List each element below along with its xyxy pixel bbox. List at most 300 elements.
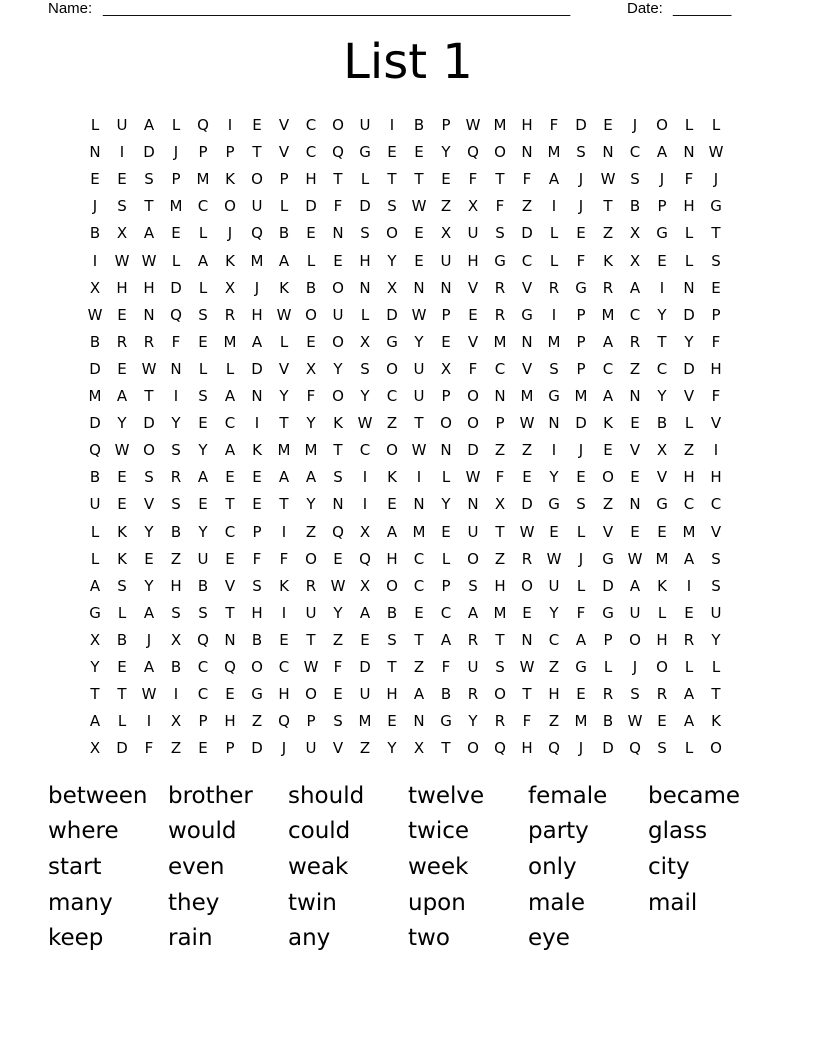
grid-letter: E xyxy=(387,143,397,162)
grid-letter: Z xyxy=(359,739,371,758)
grid-letter: M xyxy=(412,522,426,541)
word-list-item: weak xyxy=(288,854,349,880)
grid-letter: Y xyxy=(387,739,397,758)
grid-letter: E xyxy=(117,305,127,324)
grid-letter: N xyxy=(143,305,155,324)
grid-letter: A xyxy=(197,251,209,270)
grid-letter: T xyxy=(603,197,613,216)
grid-letter: A xyxy=(89,576,101,595)
grid-letter: U xyxy=(197,549,209,568)
grid-letter: A xyxy=(305,468,317,487)
grid-letter: V xyxy=(278,116,290,134)
grid-letter: E xyxy=(549,522,559,541)
grid-letter: O xyxy=(143,441,155,460)
grid-letter: E xyxy=(252,116,262,134)
grid-letter: K xyxy=(657,576,667,595)
grid-letter: E xyxy=(90,170,100,189)
grid-letter: V xyxy=(521,278,533,297)
grid-letter: H xyxy=(710,468,722,487)
grid-letter: Y xyxy=(360,387,370,405)
grid-letter: R xyxy=(494,305,506,324)
grid-letter: G xyxy=(494,251,506,270)
grid-letter: J xyxy=(578,739,584,758)
grid-letter: C xyxy=(413,549,425,568)
word-list-item: twice xyxy=(408,818,470,844)
grid-letter: E xyxy=(198,495,208,514)
grid-letter: A xyxy=(575,630,587,649)
grid-letter: O xyxy=(305,549,317,568)
grid-letter: L xyxy=(90,522,100,541)
grid-letter: A xyxy=(440,630,452,649)
grid-letter: W xyxy=(330,576,346,595)
grid-letter: O xyxy=(305,305,317,324)
grid-letter: T xyxy=(441,739,451,758)
grid-letter: N xyxy=(224,630,236,649)
grid-letter: Z xyxy=(305,522,317,541)
grid-letter: W xyxy=(114,441,130,460)
grid-letter: T xyxy=(144,387,154,405)
word-list-item: only xyxy=(528,854,577,880)
grid-letter: Y xyxy=(279,387,289,405)
grid-letter: X xyxy=(629,251,641,270)
grid-letter: E xyxy=(198,332,208,351)
grid-letter: Z xyxy=(629,359,641,378)
grid-letter: S xyxy=(630,170,640,189)
grid-letter: E xyxy=(522,468,532,487)
grid-letter: F xyxy=(468,170,478,189)
word-list-item: keep xyxy=(48,925,104,951)
grid-letter: K xyxy=(711,712,721,731)
grid-letter: T xyxy=(387,658,397,676)
grid-letter: Z xyxy=(494,441,506,460)
grid-letter: T xyxy=(711,224,721,243)
grid-letter: A xyxy=(278,468,290,487)
grid-letter: R xyxy=(224,305,236,324)
grid-letter: C xyxy=(683,495,695,514)
grid-letter: D xyxy=(143,414,155,433)
grid-letter: E xyxy=(603,116,613,134)
grid-letter: M xyxy=(493,603,507,622)
grid-letter: X xyxy=(629,224,641,243)
grid-letter: C xyxy=(197,197,209,216)
grid-letter: O xyxy=(224,197,236,216)
grid-letter: B xyxy=(413,116,425,134)
grid-letter: E xyxy=(225,549,235,568)
grid-letter: X xyxy=(494,495,506,514)
grid-letter: V xyxy=(656,468,668,487)
grid-letter: C xyxy=(494,359,506,378)
grid-letter: X xyxy=(440,359,452,378)
grid-letter: C xyxy=(278,658,290,676)
grid-letter: D xyxy=(89,414,101,433)
grid-letter: L xyxy=(360,170,370,189)
grid-letter: E xyxy=(684,603,694,622)
grid-letter: G xyxy=(521,305,533,324)
grid-letter: T xyxy=(414,414,424,433)
grid-letter: E xyxy=(117,359,127,378)
grid-letter: L xyxy=(198,278,208,297)
grid-letter: L xyxy=(441,468,451,487)
grid-letter: D xyxy=(521,224,533,243)
grid-letter: Q xyxy=(278,712,290,731)
grid-letter: S xyxy=(171,495,181,514)
grid-letter: L xyxy=(576,576,586,595)
grid-letter: B xyxy=(656,414,668,433)
grid-letter: I xyxy=(551,305,557,324)
grid-letter: U xyxy=(116,116,128,134)
grid-letter: C xyxy=(710,495,722,514)
grid-letter: S xyxy=(711,549,721,568)
grid-letter: W xyxy=(519,522,535,541)
grid-letter: D xyxy=(359,658,371,676)
grid-letter: J xyxy=(578,441,584,460)
grid-letter: B xyxy=(602,712,614,731)
grid-letter: L xyxy=(684,658,694,676)
grid-letter: L xyxy=(225,359,235,378)
grid-letter: O xyxy=(656,658,668,676)
grid-letter: O xyxy=(467,549,479,568)
grid-letter: U xyxy=(89,495,101,514)
grid-letter: P xyxy=(441,305,451,324)
grid-letter: Y xyxy=(198,522,208,541)
grid-letter: D xyxy=(116,739,128,758)
grid-letter: Y xyxy=(171,414,181,433)
grid-letter: W xyxy=(411,197,427,216)
grid-letter: X xyxy=(224,278,236,297)
grid-letter: E xyxy=(225,685,235,704)
grid-letter: S xyxy=(360,359,370,378)
grid-letter: H xyxy=(656,630,668,649)
grid-letter: H xyxy=(143,278,155,297)
grid-letter: S xyxy=(333,468,343,487)
grid-letter: L xyxy=(117,712,127,731)
grid-letter: J xyxy=(92,197,98,216)
grid-letter: D xyxy=(359,197,371,216)
grid-letter: P xyxy=(441,116,451,134)
grid-letter: C xyxy=(197,658,209,676)
grid-letter: A xyxy=(224,441,236,460)
grid-letter: C xyxy=(629,305,641,324)
grid-letter: B xyxy=(278,224,290,243)
grid-letter: K xyxy=(279,576,289,595)
grid-letter: B xyxy=(251,630,263,649)
grid-letter: R xyxy=(683,630,695,649)
grid-letter: W xyxy=(465,116,481,134)
page-title: List 1 xyxy=(343,34,473,90)
grid-letter: Z xyxy=(602,495,614,514)
grid-letter: E xyxy=(414,143,424,162)
grid-letter: Z xyxy=(548,658,560,676)
grid-letter: M xyxy=(223,332,237,351)
grid-letter: E xyxy=(441,170,451,189)
grid-letter: Y xyxy=(468,712,478,731)
name-blank: ________________________________________________________ xyxy=(103,0,571,17)
grid-letter: U xyxy=(332,305,344,324)
grid-letter: E xyxy=(711,278,721,297)
grid-letter: E xyxy=(198,739,208,758)
grid-letter: U xyxy=(548,576,560,595)
grid-letter: O xyxy=(305,685,317,704)
grid-letter: S xyxy=(360,224,370,243)
grid-letter: M xyxy=(493,332,507,351)
grid-letter: C xyxy=(305,116,317,134)
grid-letter: M xyxy=(547,332,561,351)
word-list-item: became xyxy=(648,783,741,809)
grid-letter: M xyxy=(682,522,696,541)
grid-letter: V xyxy=(224,576,236,595)
grid-letter: A xyxy=(629,278,641,297)
grid-letter: S xyxy=(549,359,559,378)
grid-letter: X xyxy=(170,630,182,649)
word-list-item: mail xyxy=(648,890,698,916)
grid-letter: W xyxy=(141,685,157,704)
grid-letter: K xyxy=(279,278,289,297)
grid-letter: Y xyxy=(306,495,316,514)
grid-letter: G xyxy=(602,549,614,568)
grid-letter: G xyxy=(710,197,722,216)
grid-letter: F xyxy=(576,603,586,622)
grid-letter: E xyxy=(657,522,667,541)
grid-letter: P xyxy=(198,143,208,162)
grid-letter: I xyxy=(686,576,692,595)
grid-letter: O xyxy=(386,224,398,243)
grid-letter: T xyxy=(117,685,127,704)
grid-letter: U xyxy=(305,739,317,758)
word-list-item: start xyxy=(48,854,102,880)
grid-letter: A xyxy=(413,685,425,704)
grid-letter: N xyxy=(413,278,425,297)
grid-letter: N xyxy=(170,359,182,378)
word-list-item: rain xyxy=(168,925,213,951)
grid-letter: N xyxy=(548,414,560,433)
grid-letter: H xyxy=(683,197,695,216)
grid-letter: B xyxy=(197,576,209,595)
grid-letter: S xyxy=(252,576,262,595)
grid-letter: U xyxy=(629,603,641,622)
grid-letter: W xyxy=(519,658,535,676)
grid-letter: H xyxy=(116,278,128,297)
grid-letter: S xyxy=(711,576,721,595)
grid-letter: A xyxy=(251,332,263,351)
word-search-grid xyxy=(82,112,742,760)
grid-letter: R xyxy=(602,685,614,704)
grid-letter: Q xyxy=(224,658,236,676)
grid-letter: L xyxy=(279,332,289,351)
grid-letter: H xyxy=(386,685,398,704)
grid-letter: C xyxy=(305,143,317,162)
grid-letter: O xyxy=(332,278,344,297)
word-list-item: between xyxy=(48,783,148,809)
grid-letter: V xyxy=(629,441,641,460)
grid-letter: I xyxy=(119,143,125,162)
grid-letter: E xyxy=(630,468,640,487)
grid-letter: M xyxy=(304,441,318,460)
grid-letter: W xyxy=(411,441,427,460)
grid-letter: H xyxy=(305,170,317,189)
grid-letter: B xyxy=(116,630,128,649)
grid-letter: V xyxy=(467,332,479,351)
grid-letter: M xyxy=(655,549,669,568)
grid-letter: E xyxy=(468,305,478,324)
grid-letter: B xyxy=(89,332,101,351)
grid-letter: W xyxy=(141,359,157,378)
grid-letter: T xyxy=(279,414,289,433)
word-list-item: twin xyxy=(288,890,337,916)
grid-letter: D xyxy=(575,414,587,433)
grid-letter: C xyxy=(224,414,236,433)
grid-letter: A xyxy=(89,712,101,731)
grid-letter: E xyxy=(144,549,154,568)
grid-letter: Z xyxy=(521,441,533,460)
grid-letter: J xyxy=(578,197,584,216)
grid-letter: O xyxy=(251,658,263,676)
grid-letter: N xyxy=(521,630,533,649)
grid-letter: U xyxy=(251,197,263,216)
grid-letter: C xyxy=(224,522,236,541)
grid-letter: A xyxy=(143,116,155,134)
grid-letter: L xyxy=(576,522,586,541)
grid-letter: J xyxy=(632,658,638,676)
grid-letter: L xyxy=(198,224,208,243)
word-list-item: upon xyxy=(408,890,466,916)
grid-letter: Y xyxy=(657,387,667,405)
grid-letter: G xyxy=(440,712,452,731)
grid-letter: R xyxy=(629,332,641,351)
grid-letter: J xyxy=(659,170,665,189)
grid-letter: O xyxy=(656,116,668,134)
grid-letter: N xyxy=(251,387,263,405)
grid-letter: A xyxy=(116,387,128,405)
grid-letter: I xyxy=(92,251,98,270)
grid-letter: L xyxy=(684,224,694,243)
grid-letter: R xyxy=(143,332,155,351)
word-list-item: brother xyxy=(168,783,253,809)
grid-letter: D xyxy=(170,278,182,297)
grid-letter: W xyxy=(627,712,643,731)
grid-letter: Z xyxy=(521,197,533,216)
grid-letter: V xyxy=(710,414,722,433)
grid-letter: U xyxy=(467,224,479,243)
grid-letter: W xyxy=(303,658,319,676)
grid-letter: K xyxy=(333,414,343,433)
grid-letter: I xyxy=(281,603,287,622)
grid-letter: P xyxy=(225,739,235,758)
grid-letter: P xyxy=(576,359,586,378)
grid-letter: J xyxy=(146,630,152,649)
grid-letter: N xyxy=(467,495,479,514)
grid-letter: Y xyxy=(684,332,694,351)
grid-letter: S xyxy=(117,197,127,216)
grid-letter: Y xyxy=(414,332,424,351)
grid-letter: S xyxy=(387,197,397,216)
grid-letter: N xyxy=(521,143,533,162)
grid-letter: Q xyxy=(170,305,182,324)
grid-letter: T xyxy=(522,685,532,704)
grid-letter: N xyxy=(629,387,641,405)
grid-letter: F xyxy=(711,332,721,351)
grid-letter: W xyxy=(276,305,292,324)
grid-letter: G xyxy=(602,603,614,622)
grid-letter: L xyxy=(90,549,100,568)
grid-letter: N xyxy=(89,143,101,162)
grid-letter: T xyxy=(279,495,289,514)
grid-letter: L xyxy=(657,603,667,622)
grid-letter: Y xyxy=(333,603,343,622)
grid-letter: Q xyxy=(89,441,101,460)
grid-letter: G xyxy=(656,224,668,243)
grid-letter: T xyxy=(225,603,235,622)
grid-letter: Y xyxy=(549,603,559,622)
grid-letter: H xyxy=(170,576,182,595)
word-list-item: eye xyxy=(528,925,570,951)
grid-letter: V xyxy=(143,495,155,514)
word-list-item: week xyxy=(408,854,469,880)
grid-letter: X xyxy=(116,224,128,243)
grid-letter: C xyxy=(629,143,641,162)
grid-letter: B xyxy=(629,197,641,216)
grid-letter: Z xyxy=(251,712,263,731)
grid-letter: W xyxy=(600,170,616,189)
grid-letter: J xyxy=(713,170,719,189)
grid-letter: O xyxy=(386,441,398,460)
grid-letter: P xyxy=(225,143,235,162)
grid-letter: G xyxy=(359,143,371,162)
grid-letter: Z xyxy=(170,739,182,758)
grid-letter: Z xyxy=(386,414,398,433)
word-list-item: glass xyxy=(648,818,708,844)
grid-letter: S xyxy=(333,712,343,731)
grid-letter: E xyxy=(387,712,397,731)
grid-letter: P xyxy=(198,712,208,731)
grid-letter: I xyxy=(146,712,152,731)
grid-letter: S xyxy=(576,143,586,162)
grid-letter: J xyxy=(578,170,584,189)
grid-letter: T xyxy=(90,685,100,704)
grid-letter: U xyxy=(440,251,452,270)
grid-letter: X xyxy=(89,278,101,297)
grid-letter: C xyxy=(548,630,560,649)
grid-letter: G xyxy=(575,658,587,676)
grid-letter: Z xyxy=(494,549,506,568)
word-list-item: even xyxy=(168,854,225,880)
grid-letter: T xyxy=(711,685,721,704)
grid-letter: F xyxy=(522,170,532,189)
grid-letter: Q xyxy=(467,143,479,162)
grid-letter: T xyxy=(387,170,397,189)
grid-letter: J xyxy=(173,143,179,162)
grid-letter: H xyxy=(386,549,398,568)
grid-letter: O xyxy=(251,170,263,189)
grid-letter: F xyxy=(495,468,505,487)
grid-letter: D xyxy=(251,359,263,378)
grid-letter: N xyxy=(332,224,344,243)
grid-letter: G xyxy=(656,495,668,514)
grid-letter: P xyxy=(603,630,613,649)
grid-letter: P xyxy=(657,197,667,216)
grid-letter: K xyxy=(387,468,397,487)
grid-letter: L xyxy=(549,251,559,270)
grid-letter: D xyxy=(89,359,101,378)
grid-letter: E xyxy=(306,332,316,351)
grid-letter: N xyxy=(629,495,641,514)
grid-letter: F xyxy=(711,387,721,405)
grid-letter: R xyxy=(494,278,506,297)
grid-letter: B xyxy=(170,658,182,676)
grid-letter: T xyxy=(495,170,505,189)
grid-letter: B xyxy=(89,224,101,243)
grid-letter: S xyxy=(495,658,505,676)
grid-letter: W xyxy=(87,305,103,324)
